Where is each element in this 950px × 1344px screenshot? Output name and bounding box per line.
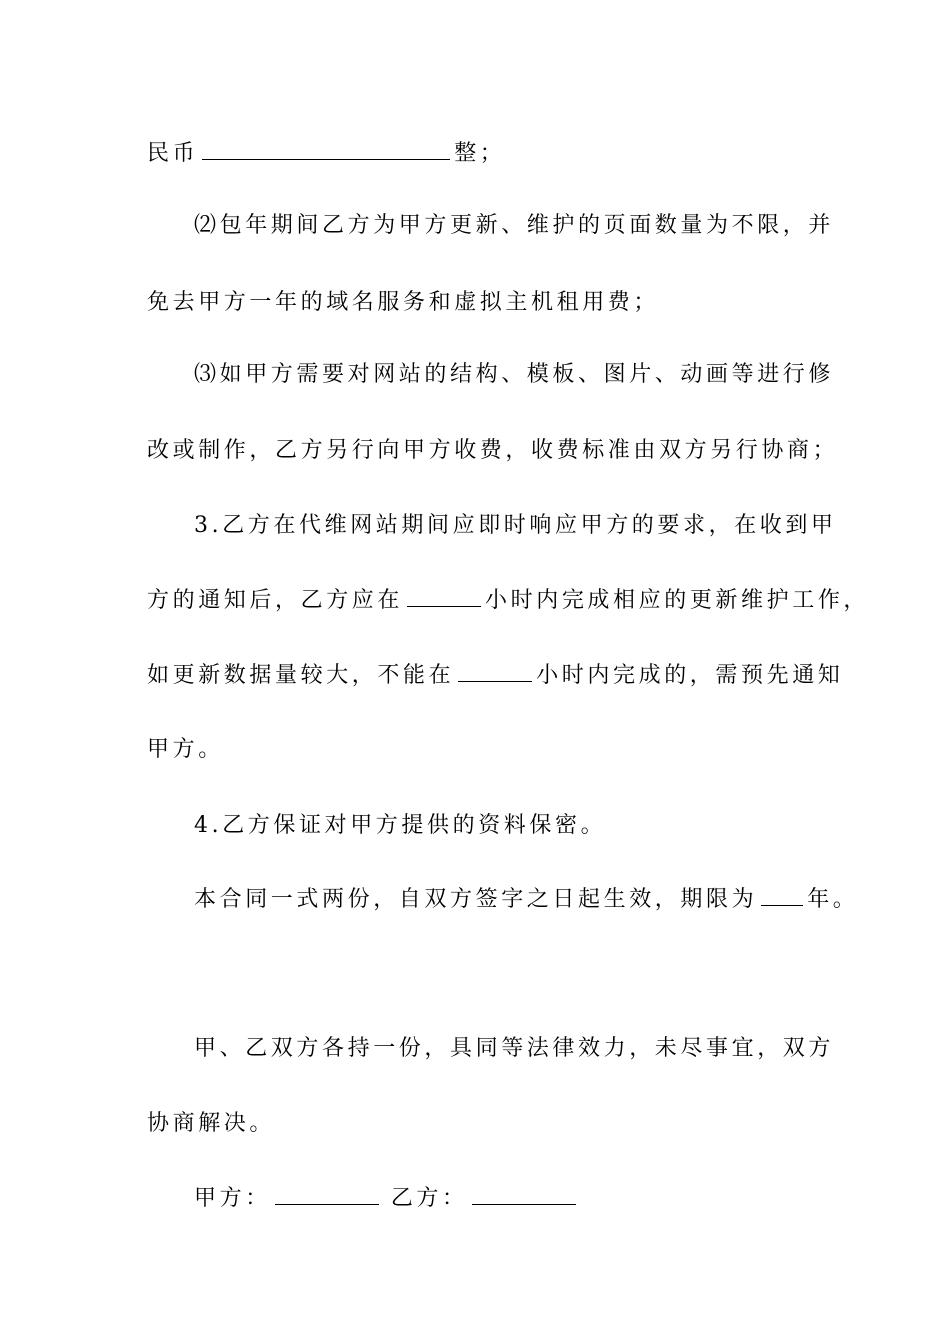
party-b-blank [472, 1186, 576, 1205]
party-a-label: 甲方： [194, 1186, 271, 1211]
party-b-label: 乙方： [390, 1186, 468, 1211]
line-text: 民币 [147, 141, 199, 166]
validity-line [194, 882, 858, 918]
hours-blank [458, 663, 532, 682]
text-line-rmb [147, 136, 505, 172]
line-text: 方的通知后，乙方应在 [147, 588, 404, 613]
line-text: 如更新数据量较大，不能在 [147, 663, 455, 688]
line-text: 小时内完成相应的更新维护工作， [485, 588, 870, 613]
item-4-line: 4.乙方保证对甲方提供的资料保密。 [194, 813, 607, 838]
party-a-blank [275, 1186, 379, 1205]
hours-blank [407, 588, 481, 607]
copies-line-1: 甲、乙双方各持一份，具同等法律效力，未尽事宜，双方 [194, 1036, 835, 1061]
item-3-line-1: 3.乙方在代维网站期间应即时响应甲方的要求，在收到甲 [194, 513, 837, 538]
item-3-line-2 [147, 583, 869, 619]
years-blank [761, 887, 803, 906]
item-3-line-3 [147, 658, 843, 694]
clause-2-line-1: ⑵包年期间乙方为甲方更新、维护的页面数量为不限，并 [194, 213, 835, 238]
line-text: 整； [454, 141, 506, 166]
clause-3-line-1: ⑶如甲方需要对网站的结构、模板、图片、动画等进行修 [194, 362, 835, 387]
signature-line [194, 1181, 580, 1217]
line-text: 小时内完成的，需预先通知 [536, 663, 844, 688]
copies-line-2: 协商解决。 [147, 1111, 276, 1136]
amount-blank [202, 141, 450, 160]
line-text: 年。 [807, 887, 859, 912]
line-text: 本合同一式两份，自双方签字之日起生效，期限为 [194, 887, 758, 912]
item-3-line-4: 甲方。 [147, 737, 224, 762]
clause-2-line-2: 免去甲方一年的域名服务和虚拟主机租用费； [147, 290, 660, 315]
clause-3-line-2: 改或制作，乙方另行向甲方收费，收费标准由双方另行协商； [147, 438, 839, 463]
